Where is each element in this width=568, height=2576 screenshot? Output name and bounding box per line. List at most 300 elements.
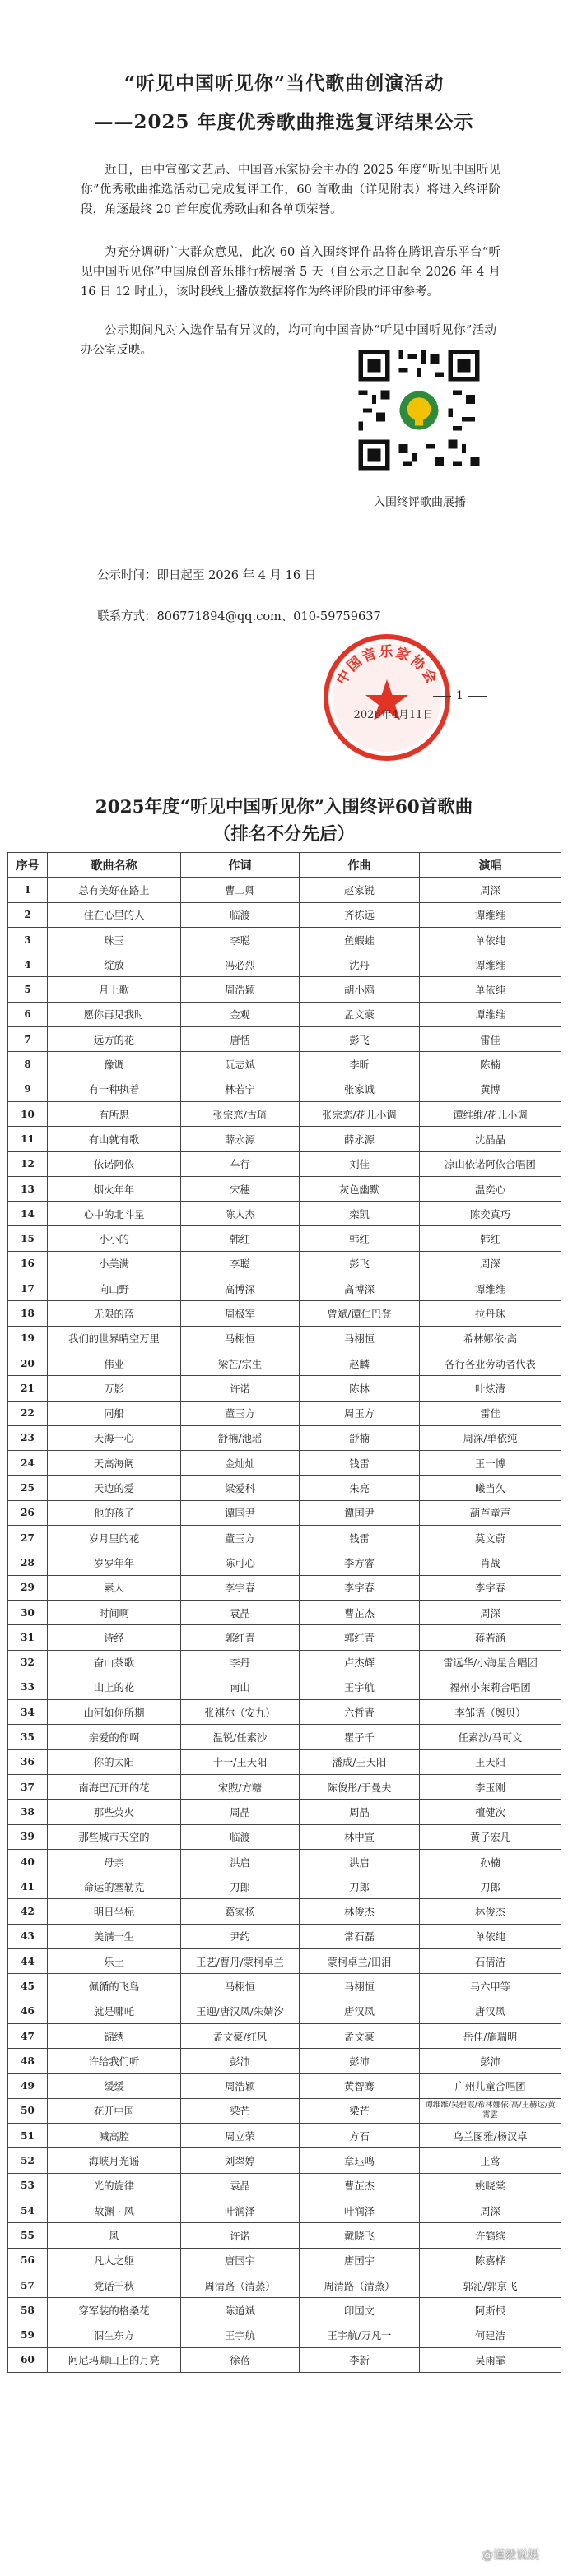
lyricist: 高博深 [181,1276,300,1301]
singer: 郭沁/郭京飞 [420,2273,561,2297]
table-row [8,878,561,902]
lyricist: 刘翠婷 [181,2148,300,2173]
singer: 单依纯 [420,927,561,952]
composer: 林俊杰 [300,1899,420,1924]
table-row [8,2124,561,2148]
singer: 石倩洁 [420,1949,561,1974]
composer: 舒楠 [300,1425,420,1450]
song-name: 依诺阿依 [48,1151,181,1176]
song-name: 佩循的飞鸟 [48,1974,181,1999]
composer: 陈俊彤/于曼夫 [300,1774,420,1799]
table-row [8,2223,561,2248]
song-name: 泅生东方 [48,2323,181,2347]
lyricist: 陈人杰 [181,1202,300,1226]
table-row [8,2098,561,2123]
lyricist: 王艺/曹丹/蒙柯卓兰 [181,1949,300,1974]
notice-paragraph-3: 公示期间凡对入选作品有异议的，均可向中国音协“听见中国听见你”活动办公室反映。 [81,324,496,357]
divider [433,696,451,697]
table-row [8,1824,561,1849]
song-name: 奋山茶歌 [48,1650,181,1675]
table-row [8,1575,561,1600]
row-number: 10 [8,1101,48,1126]
song-name: 时间啊 [48,1600,181,1624]
lyricist: 梁爱科 [181,1476,300,1500]
row-number: 12 [8,1151,48,1176]
song-name: 天海一心 [48,1425,181,1450]
song-name: 母亲 [48,1849,181,1874]
row-number: 46 [8,1999,48,2023]
table-row [8,1924,561,1948]
table-row [8,2347,561,2372]
composer: 王宇航 [300,1675,420,1699]
divider [468,696,487,697]
table-row [8,1999,561,2023]
composer: 李方睿 [300,1550,420,1575]
notice-contact: 联系方式：806771894@qq.com、010-59759637 [97,610,381,623]
lyricist: 薛永源 [181,1127,300,1151]
song-name: 心中的北斗星 [48,1202,181,1226]
row-number: 32 [8,1650,48,1675]
singer: 韩红 [420,1226,561,1251]
row-number: 49 [8,2073,48,2098]
lyricist: 李宇春 [181,1575,300,1600]
composer: 灰色幽默 [300,1176,420,1201]
song-name: 住在心里的人 [48,902,181,927]
row-number: 59 [8,2323,48,2347]
lyricist: 阮志斌 [181,1052,300,1077]
song-name: 你的太阳 [48,1749,181,1774]
singer: 任素沙/马可文 [420,1725,561,1749]
lyricist: 葛家扬 [181,1899,300,1924]
table-row [8,1725,561,1749]
row-number: 26 [8,1500,48,1525]
song-name: 锦绣 [48,2023,181,2048]
table-row [8,1176,561,1201]
table-row [8,2273,561,2297]
row-number: 41 [8,1874,48,1899]
composer: 齐栋远 [300,902,420,927]
singer: 王一博 [420,1451,561,1476]
row-number: 14 [8,1202,48,1226]
song-name: 有一种执着 [48,1077,181,1101]
lyricist: 曹二卿 [181,878,300,902]
song-name: 烟火年年 [48,1176,181,1201]
composer: 陈林 [300,1376,420,1401]
row-number: 25 [8,1476,48,1500]
table-row [8,1351,561,1375]
lyricist: 临渡 [181,902,300,927]
lyricist: 刀郎 [181,1874,300,1899]
singer: 乌兰图雅/杨汉卓 [420,2124,561,2148]
lyricist: 周立荣 [181,2124,300,2148]
row-number: 27 [8,1526,48,1550]
singer: 唐汉凤 [420,1999,561,2023]
singer: 陈嘉桦 [420,2248,561,2273]
table-row [8,2173,561,2198]
singer: 周深 [420,878,561,902]
singer: 各行各业劳动者代表 [420,1351,561,1375]
composer: 鱼蝦蛙 [300,927,420,952]
song-name: 海峡月光谣 [48,2148,181,2173]
table-row [8,1800,561,1824]
row-number: 53 [8,2173,48,2198]
row-number: 48 [8,2049,48,2073]
singer: 黄子宏凡 [420,1824,561,1849]
seal-date: 2026年4月11日 [353,709,434,721]
row-number: 39 [8,1824,48,1849]
row-number: 51 [8,2124,48,2148]
row-number: 43 [8,1924,48,1948]
table-row [8,1675,561,1699]
lyricist: 梁芒 [181,2098,300,2123]
composer: 马栩恒 [300,1974,420,1999]
row-number: 38 [8,1800,48,1824]
singer: 希林娜依·高 [420,1326,561,1351]
table-row [8,1700,561,1725]
row-number: 44 [8,1949,48,1974]
composer: 蒙柯卓兰/田泪 [300,1949,420,1974]
table-row [8,1974,561,1999]
composer: 谭国尹 [300,1500,420,1525]
song-name: 那些城市天空的 [48,1824,181,1849]
lyricist: 陈可心 [181,1550,300,1575]
row-number: 33 [8,1675,48,1699]
lyricist: 临渡 [181,1824,300,1849]
singer: 谭维维 [420,1002,561,1026]
table-row [8,1276,561,1301]
singer: 刀郎 [420,1874,561,1899]
composer: 戴晓飞 [300,2223,420,2248]
table-row [8,1625,561,1650]
table-row [8,2148,561,2173]
notice-page [0,0,568,783]
table-row [8,1550,561,1575]
singer: 岳佳/施瑞明 [420,2023,561,2048]
table-row [8,1949,561,1974]
singer: 莫文蔚 [420,1526,561,1550]
composer: 唐汉凤 [300,1999,420,2023]
singer: 陈楠 [420,1052,561,1077]
composer: 张家诚 [300,1077,420,1101]
table-row [8,1425,561,1450]
table-row [8,1226,561,1251]
singer: 周深 [420,1600,561,1624]
lyricist: 董玉方 [181,1526,300,1550]
singer: 曦当久 [420,1476,561,1500]
singer: 周深 [420,1251,561,1276]
lyricist: 洪启 [181,1849,300,1874]
composer: 梁芒 [300,2098,420,2123]
singer: 王天阳 [420,1749,561,1774]
composer: 彭飞 [300,1027,420,1052]
composer: 张宗恋/花儿小调 [300,1101,420,1126]
singer: 何建洁 [420,2323,561,2347]
svg-text:中国音乐家协会: 中国音乐家协会 [333,644,440,688]
song-name: 明日坐标 [48,1899,181,1924]
row-number: 40 [8,1849,48,1874]
lyricist: 宋煦/方糖 [181,1774,300,1799]
song-name: 素人 [48,1575,181,1600]
lyricist: 许诺 [181,1376,300,1401]
composer: 卢杰辉 [300,1650,420,1675]
table-row [8,1326,561,1351]
row-number: 47 [8,2023,48,2048]
composer: 胡小鸥 [300,977,420,1002]
singer: 李邹语（舆贝） [420,1700,561,1725]
song-name: 阿尼玛卿山上的月亮 [48,2347,181,2372]
song-name: 穿军装的格桑花 [48,2298,181,2323]
lyricist: 周浩颖 [181,977,300,1002]
lyricist: 李丹 [181,1650,300,1675]
table-row [8,2023,561,2048]
table-row [8,2298,561,2323]
row-number: 5 [8,977,48,1002]
singer: 李宇春 [420,1575,561,1600]
composer: 唐国宇 [300,2248,420,2273]
lyricist: 叶润泽 [181,2198,300,2223]
singer: 谭维维 [420,902,561,927]
lyricist: 董玉方 [181,1401,300,1425]
singer: 肖战 [420,1550,561,1575]
composer: 孟文豪 [300,2023,420,2048]
song-name: 乐土 [48,1949,181,1974]
composer: 曹芷杰 [300,1600,420,1624]
row-number: 30 [8,1600,48,1624]
singer: 谭维维 [420,1276,561,1301]
lyricist: 周晶 [181,1800,300,1824]
singer: 蒋若涵 [420,1625,561,1650]
song-name: 花开中国 [48,2098,181,2123]
composer: 叶润泽 [300,2198,420,2223]
lyricist: 舒楠/池瑶 [181,1425,300,1450]
song-name: 珠玉 [48,927,181,952]
singer: 雷佳 [420,1027,561,1052]
table-subtitle: （排名不分先后） [212,824,355,845]
lyricist: 冯必烈 [181,952,300,977]
song-name: 南海巴瓦开的花 [48,1774,181,1799]
song-name: 岁岁年年 [48,1550,181,1575]
composer: 沈丹 [300,952,420,977]
table-row [8,1899,561,1924]
row-number: 36 [8,1749,48,1774]
singer: 单依纯 [420,1924,561,1948]
lyricist: 徐蓓 [181,2347,300,2372]
composer: 黄智骞 [300,2073,420,2098]
singer: 阿斯根 [420,2298,561,2323]
lyricist: 许诺 [181,2223,300,2248]
page-number-text: 1 [456,689,463,702]
table-row [8,2198,561,2223]
composer: 栾凯 [300,1202,420,1226]
row-number: 4 [8,952,48,977]
table-row [8,1849,561,1874]
lyricist: 尹约 [181,1924,300,1948]
lyricist: 周浩颖 [181,2073,300,2098]
song-name: 有山就有歌 [48,1127,181,1151]
composer: 高博深 [300,1276,420,1301]
header-song: 歌曲名称 [48,853,181,878]
singer: 林俊杰 [420,1899,561,1924]
singer: 马六甲等 [420,1974,561,1999]
row-number: 3 [8,927,48,952]
row-number: 6 [8,1002,48,1026]
row-number: 28 [8,1550,48,1575]
composer: 印国文 [300,2298,420,2323]
lyricist: 马栩恒 [181,1974,300,1999]
composer: 朱亮 [300,1476,420,1500]
composer: 李昕 [300,1052,420,1077]
row-number: 31 [8,1625,48,1650]
lyricist: 袁晶 [181,2173,300,2198]
composer: 周玉方 [300,1401,420,1425]
table-row [8,902,561,927]
song-name: 天高海阔 [48,1451,181,1476]
table-row [8,2323,561,2347]
singer: 福州小茉莉合唱团 [420,1675,561,1699]
singer: 凉山依诺阿依合唱团 [420,1151,561,1176]
row-number: 1 [8,878,48,902]
row-number: 15 [8,1226,48,1251]
song-name: 岁月里的花 [48,1526,181,1550]
song-name: 无限的蓝 [48,1301,181,1326]
song-name: 有所思 [48,1101,181,1126]
lyricist: 李聪 [181,1251,300,1276]
composer: 六哲青 [300,1700,420,1725]
lyricist: 韩红 [181,1226,300,1251]
row-number: 13 [8,1176,48,1201]
row-number: 16 [8,1251,48,1276]
song-name: 故渊 · 风 [48,2198,181,2223]
lyricist: 王宇航 [181,2323,300,2347]
row-number: 60 [8,2347,48,2372]
singer: 王莺 [420,2148,561,2173]
singer: 拉丹珠 [420,1301,561,1326]
song-name: 光的旋律 [48,2173,181,2198]
row-number: 35 [8,1725,48,1749]
row-number: 52 [8,2148,48,2173]
lyricist: 唐恬 [181,1027,300,1052]
composer: 洪启 [300,1849,420,1874]
composer: 马栩恒 [300,1326,420,1351]
table-row [8,1874,561,1899]
lyricist: 周清路（清蒸） [181,2273,300,2297]
song-name: 许给我们听 [48,2049,181,2073]
composer: 李宇春 [300,1575,420,1600]
table-title: 2025年度“听见中国听见你”入围终评60首歌曲 [95,797,473,818]
singer: 吴雨霏 [420,2347,561,2372]
singer: 姚晓棠 [420,2173,561,2198]
singer: 周深 [420,2198,561,2223]
song-name: 美满一生 [48,1924,181,1948]
lyricist: 唐国宇 [181,2248,300,2273]
song-name: 小美满 [48,1251,181,1276]
lyricist: 袁晶 [181,1600,300,1624]
song-name: 就是哪吒 [48,1999,181,2023]
song-name: 亲爱的你啊 [48,1725,181,1749]
lyricist: 王迎/唐汉凤/朱婧汐 [181,1999,300,2023]
lyricist: 金灿灿 [181,1451,300,1476]
lyricist: 陈道斌 [181,2298,300,2323]
song-name: 党话千秋 [48,2273,181,2297]
row-number: 21 [8,1376,48,1401]
row-number: 57 [8,2273,48,2297]
song-name: 绽放 [48,952,181,977]
table-row [8,1376,561,1401]
composer: 钱雷 [300,1526,420,1550]
row-number: 50 [8,2098,48,2123]
song-name: 总有美好在路上 [48,878,181,902]
lyricist: 林若宁 [181,1077,300,1101]
lyricist: 车行 [181,1151,300,1176]
song-name: 月上歌 [48,977,181,1002]
composer: 郭红青 [300,1625,420,1650]
song-name: 凡人之躯 [48,2248,181,2273]
table-row [8,927,561,952]
song-name: 那些荧火 [48,1800,181,1824]
qr-code-icon[interactable] [354,345,484,475]
singer: 李玉刚 [420,1774,561,1799]
song-name: 向山野 [48,1276,181,1301]
table-row [8,952,561,977]
composer: 彭沛 [300,2049,420,2073]
row-number: 11 [8,1127,48,1151]
lyricist: 南山 [181,1675,300,1699]
page-number [428,689,491,702]
song-name: 喊高腔 [48,2124,181,2148]
row-number: 2 [8,902,48,927]
table-header-row [8,853,561,878]
lyricist: 郭红青 [181,1625,300,1650]
lyricist: 谭国尹 [181,1500,300,1525]
table-row [8,1127,561,1151]
song-name: 小小的 [48,1226,181,1251]
composer: 韩红 [300,1226,420,1251]
song-name: 命运的塞勒克 [48,1874,181,1899]
singer: 彭沛 [420,2049,561,2073]
singer: 单依纯 [420,977,561,1002]
composer: 章珏鸣 [300,2148,420,2173]
row-number: 24 [8,1451,48,1476]
song-name: 风 [48,2223,181,2248]
row-number: 45 [8,1974,48,1999]
singer: 许鹤缤 [420,2223,561,2248]
singer: 陈奕真巧 [420,1202,561,1226]
row-number: 29 [8,1575,48,1600]
qr-caption: 入围终评歌曲展播 [374,496,466,509]
song-table [7,852,561,2373]
lyricist: 宋穗 [181,1176,300,1201]
composer: 方石 [300,2124,420,2148]
composer: 常石磊 [300,1924,420,1948]
composer: 孟文豪 [300,1002,420,1026]
row-number: 54 [8,2198,48,2223]
singer: 温奕心 [420,1176,561,1201]
lyricist: 张祺尔（安九） [181,1700,300,1725]
composer: 赵麟 [300,1351,420,1375]
singer: 谭维维/花儿小调 [420,1101,561,1126]
table-row [8,1749,561,1774]
singer: 孙楠 [420,1849,561,1874]
song-name: 伟业 [48,1351,181,1375]
song-name: 天边的爱 [48,1476,181,1500]
singer: 谭维维/吴碧霞/希林娜依·高/王赫达/黄霄雲 [420,2098,561,2123]
singer: 周深/单依纯 [420,1425,561,1450]
table-row [8,1002,561,1026]
table-row [8,1052,561,1077]
row-number: 34 [8,1700,48,1725]
composer: 赵家锐 [300,878,420,902]
table-row [8,1500,561,1525]
